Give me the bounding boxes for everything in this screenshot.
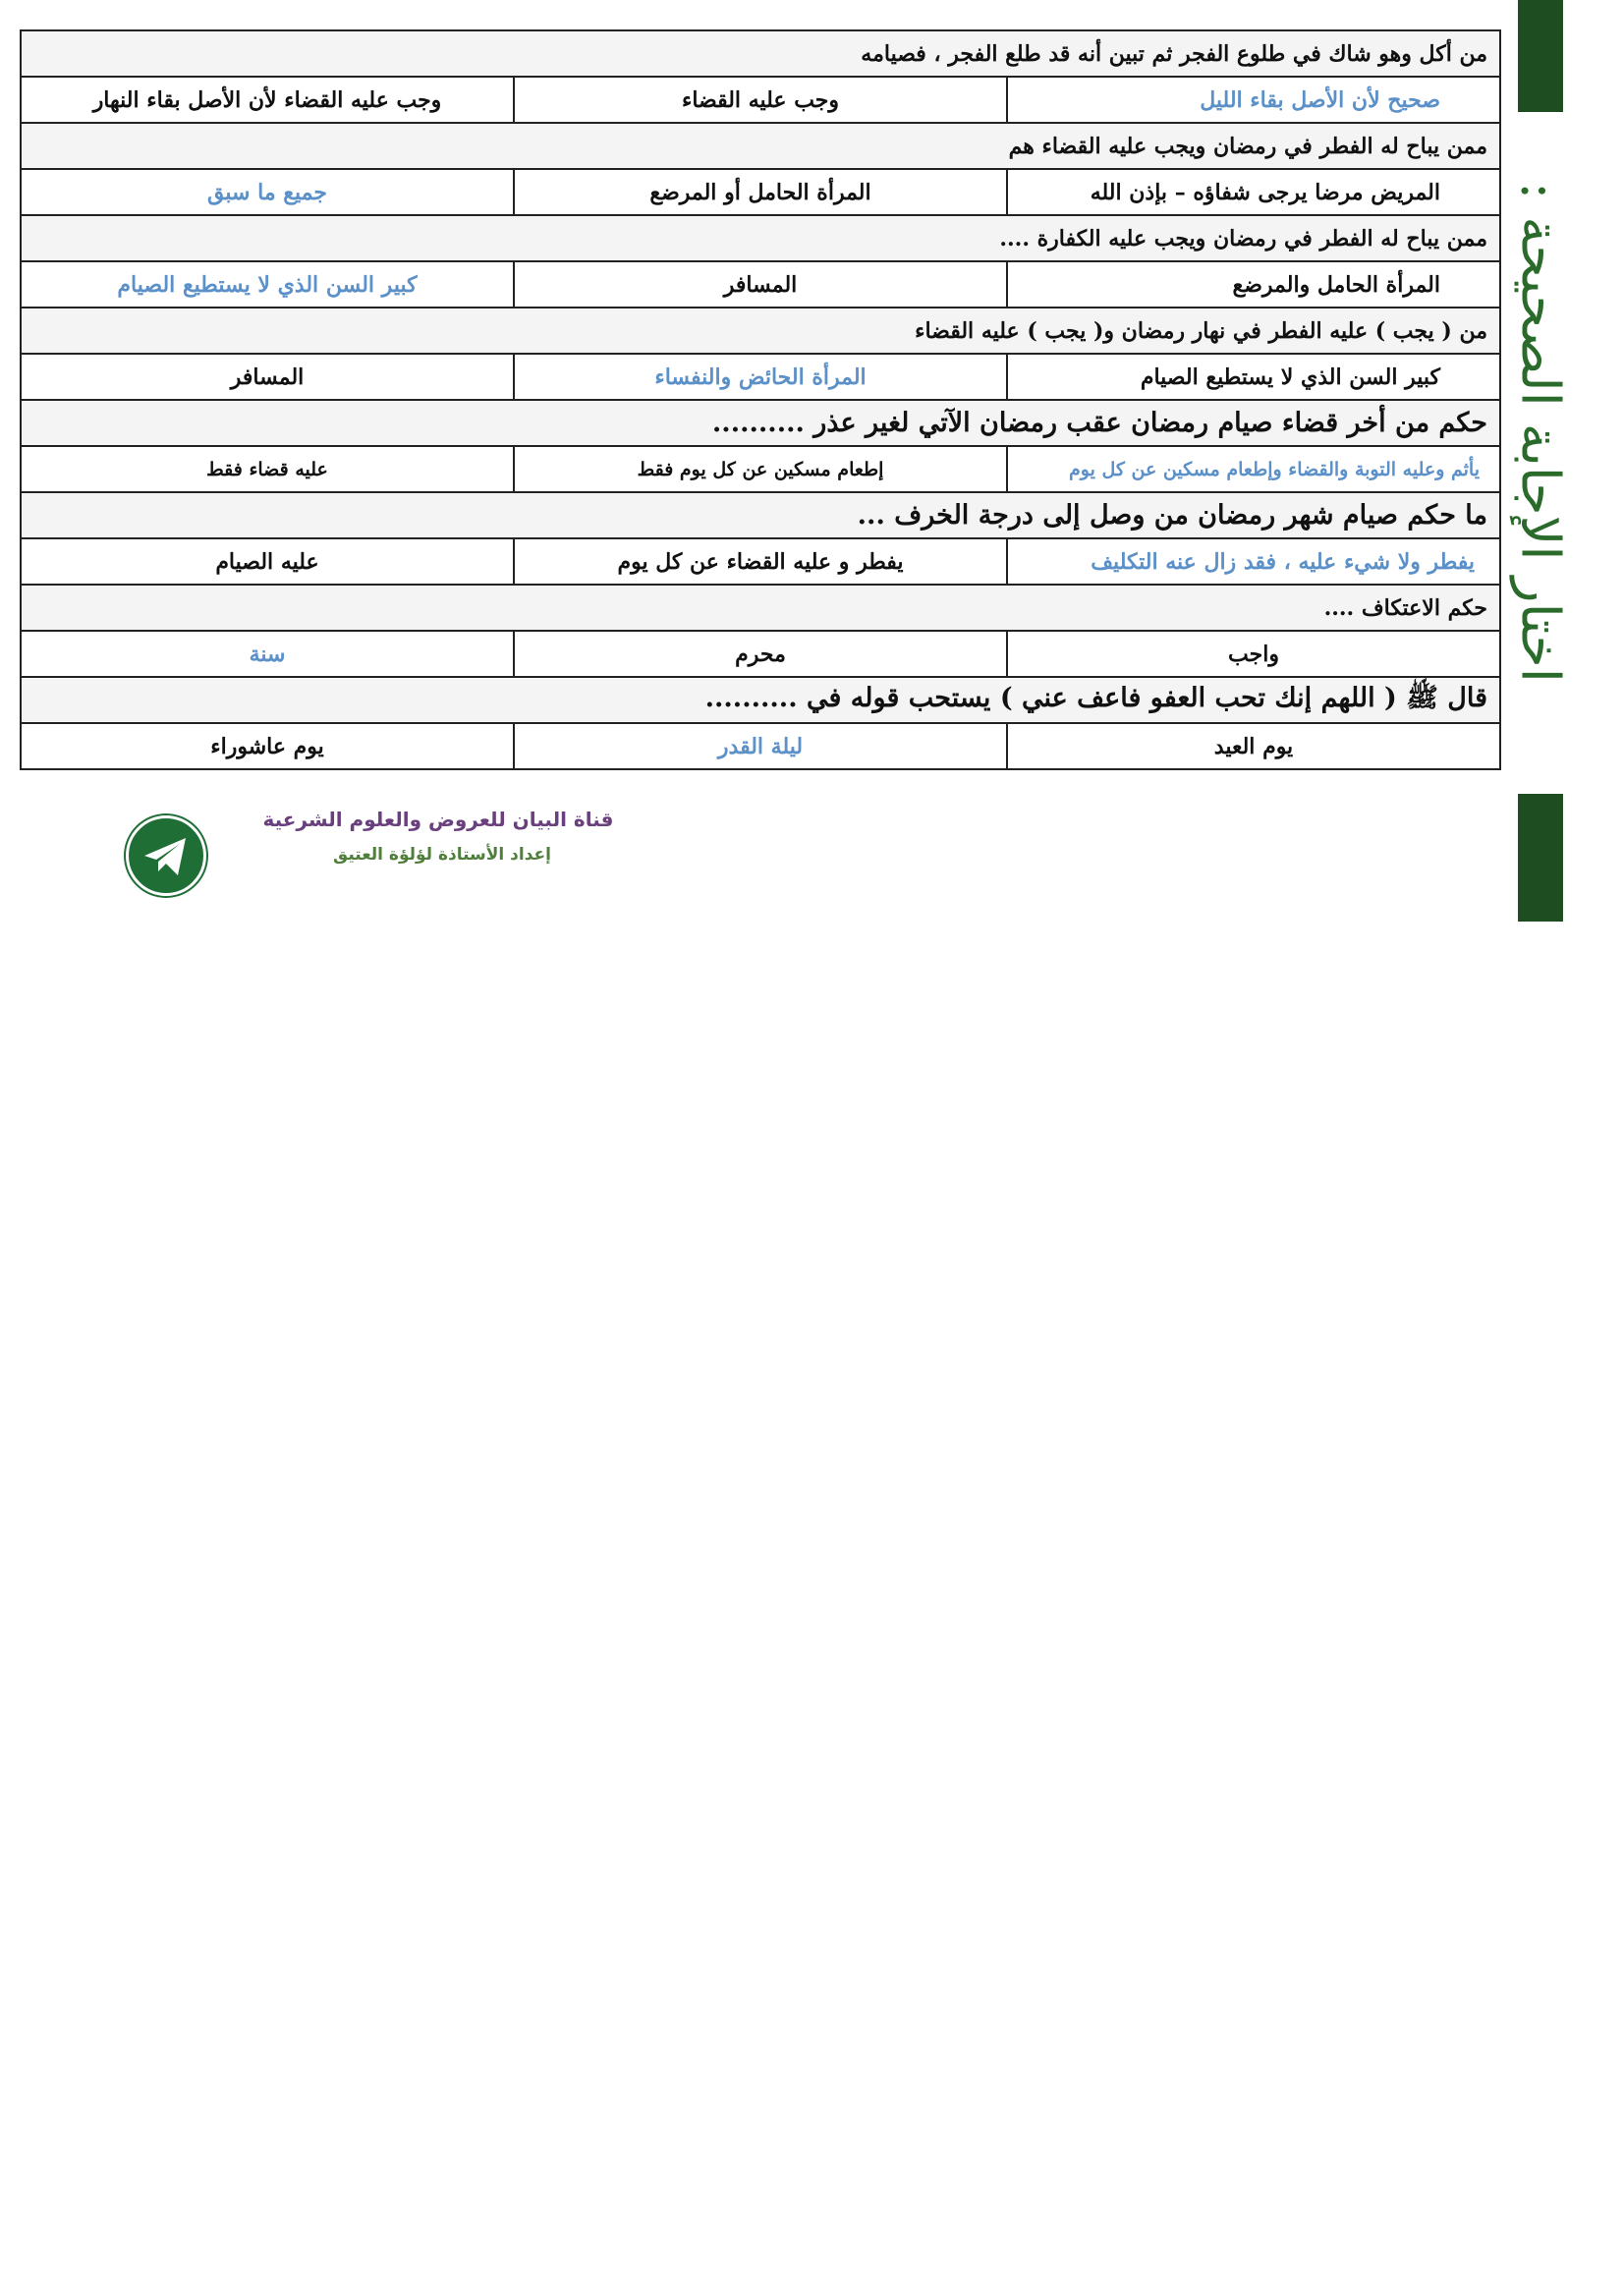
option-cell[interactable]: جميع ما سبق — [21, 169, 514, 215]
option-cell[interactable]: المريض مرضا يرجى شفاؤه – بإذن الله — [1007, 169, 1500, 215]
option-cell[interactable]: المرأة الحامل والمرضع — [1007, 261, 1500, 308]
option-cell[interactable]: صحيح لأن الأصل بقاء الليل — [1007, 77, 1500, 123]
option-cell[interactable]: يأثم وعليه التوبة والقضاء وإطعام مسكين عن كل يوم — [1007, 446, 1500, 492]
side-title: اختار الإجابة الصحيحة : — [1509, 182, 1572, 683]
option-cell[interactable]: ليلة القدر — [514, 723, 1007, 769]
question-text: من ( يجب ) عليه الفطر في نهار رمضان و( يجب ) عليه القضاء — [21, 308, 1500, 354]
sidebar-bar-top — [1518, 0, 1563, 112]
options-row — [21, 446, 1500, 492]
question-row — [21, 492, 1500, 538]
question-text: ما حكم صيام شهر رمضان من وصل إلى درجة الخرف ... — [21, 492, 1500, 538]
option-cell[interactable]: وجب عليه القضاء — [514, 77, 1007, 123]
option-cell[interactable]: يوم عاشوراء — [21, 723, 514, 769]
question-row — [21, 215, 1500, 261]
option-cell[interactable]: إطعام مسكين عن كل يوم فقط — [514, 446, 1007, 492]
option-cell[interactable]: كبير السن الذي لا يستطيع الصيام — [1007, 354, 1500, 400]
question-row — [21, 400, 1500, 446]
author-credit: إعداد الأستاذة لؤلؤة العتيق — [333, 845, 551, 865]
paper-plane-icon — [129, 818, 203, 893]
question-text: حكم من أخر قضاء صيام رمضان عقب رمضان الآتي لغير عذر .......... — [21, 400, 1500, 446]
options-row — [21, 354, 1500, 400]
options-row — [21, 631, 1500, 677]
question-text: ممن يباح له الفطر في رمضان ويجب عليه الكفارة .... — [21, 215, 1500, 261]
question-row — [21, 585, 1500, 631]
option-cell[interactable]: عليه الصيام — [21, 538, 514, 585]
quiz-table — [20, 29, 1501, 770]
option-cell[interactable]: المرأة الحامل أو المرضع — [514, 169, 1007, 215]
option-cell[interactable]: المرأة الحائض والنفساء — [514, 354, 1007, 400]
channel-name: قناة البيان للعروض والعلوم الشرعية — [262, 808, 614, 831]
option-cell[interactable]: واجب — [1007, 631, 1500, 677]
option-cell[interactable]: يفطر ولا شيء عليه ، فقد زال عنه التكليف — [1007, 538, 1500, 585]
options-row — [21, 261, 1500, 308]
telegram-icon[interactable] — [126, 815, 206, 896]
question-row — [21, 308, 1500, 354]
option-cell[interactable]: وجب عليه القضاء لأن الأصل بقاء النهار — [21, 77, 514, 123]
question-row — [21, 30, 1500, 77]
question-text: من أكل وهو شاك في طلوع الفجر ثم تبين أنه قد طلع الفجر ، فصيامه — [21, 30, 1500, 77]
question-row — [21, 677, 1500, 723]
options-row — [21, 723, 1500, 769]
option-cell[interactable]: يفطر و عليه القضاء عن كل يوم — [514, 538, 1007, 585]
option-cell[interactable]: سنة — [21, 631, 514, 677]
option-cell[interactable]: المسافر — [21, 354, 514, 400]
options-row — [21, 169, 1500, 215]
question-row — [21, 123, 1500, 169]
sidebar-bar-bottom — [1518, 794, 1563, 922]
option-cell[interactable]: محرم — [514, 631, 1007, 677]
question-text: قال ﷺ ( اللهم إنك تحب العفو فاعف عني ) يستحب قوله في .......... — [21, 677, 1500, 723]
options-row — [21, 538, 1500, 585]
option-cell[interactable]: عليه قضاء فقط — [21, 446, 514, 492]
options-row — [21, 77, 1500, 123]
option-cell[interactable]: كبير السن الذي لا يستطيع الصيام — [21, 261, 514, 308]
option-cell[interactable]: يوم العيد — [1007, 723, 1500, 769]
question-text: حكم الاعتكاف .... — [21, 585, 1500, 631]
question-text: ممن يباح له الفطر في رمضان ويجب عليه القضاء هم — [21, 123, 1500, 169]
option-cell[interactable]: المسافر — [514, 261, 1007, 308]
